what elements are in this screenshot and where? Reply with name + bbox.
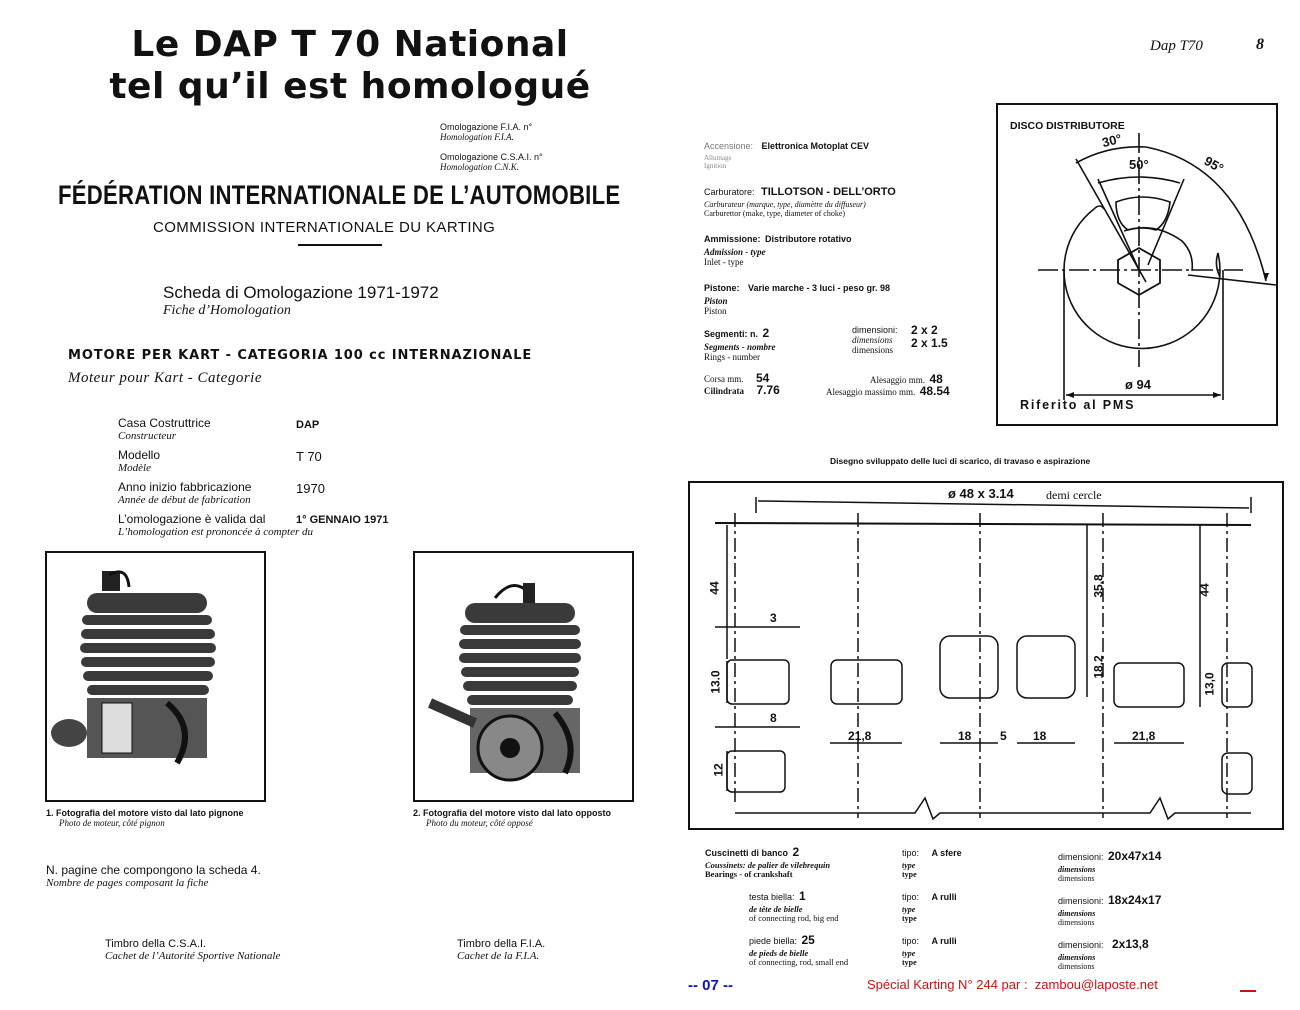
bearings-section [705, 843, 1285, 971]
headline-line-2: tel qu’il est homologué [109, 66, 591, 107]
field-translation: Modèle [118, 462, 151, 474]
type-value: A rulli [931, 892, 957, 902]
disc-distributor-diagram [996, 103, 1278, 426]
dim-line: dimensions [1058, 865, 1096, 874]
pages-note-translation: Nombre de pages composant la fiche [46, 877, 209, 889]
csai-homologation-translation: Homologation C.N.K. [440, 162, 520, 172]
dim-label: dimensioni: [1058, 940, 1104, 950]
handwritten-page: 8 [1256, 36, 1264, 53]
bearing-label: piede biella: [749, 936, 798, 946]
ports-title: Disegno sviluppato delle luci di scarico, di travaso e aspirazione [830, 456, 1091, 466]
field-constructor [118, 417, 438, 449]
dim-18-2: 18.2 [1091, 655, 1106, 679]
csai-homologation-label: Omologazione C.S.A.I. n° [440, 152, 543, 162]
type-label: tipo: [902, 936, 920, 946]
stamp-label: Timbro della C.S.A.I. [105, 938, 207, 950]
commission-title: COMMISSION INTERNATIONALE DU KARTING [153, 219, 496, 236]
disc-title: DISCO DISTRIBUTORE [1010, 120, 1125, 132]
photo-caption-text: 2. Fotografia del motore visto dal lato opposto [413, 808, 612, 818]
dim-18-a: 18 [958, 729, 972, 743]
category-translation: Moteur pour Kart - Categorie [68, 370, 262, 386]
footer-underline [1240, 990, 1256, 992]
spec-line: Piston [704, 306, 727, 316]
engine-fields [118, 417, 438, 545]
spec-label: Corsa mm. [704, 374, 744, 384]
dim-35-8: 35.8 [1091, 574, 1106, 598]
dim-8: 8 [770, 711, 777, 725]
spec-line: Piston [704, 296, 728, 306]
circumference-value: ø 48 x 3.14 [948, 486, 1014, 501]
spec-line: Segments - nombre [704, 342, 776, 352]
field-value: DAP [296, 419, 320, 431]
dim-3: 3 [770, 611, 777, 625]
handwritten-ref: Dap T70 [1150, 38, 1203, 54]
bearing-line: de tête de bielle [749, 904, 803, 914]
bearing-main-type [902, 843, 962, 879]
divider [298, 244, 382, 246]
spec-value: 2 [762, 326, 770, 340]
ring-dim-1: 2 x 2 [911, 323, 938, 337]
photo-caption-translation: Photo du moteur, côté opposé [426, 818, 533, 828]
field-label: Casa Costruttrice [118, 416, 211, 430]
spec-carburettor [704, 182, 994, 218]
spec-rings [704, 324, 994, 364]
type-line: type [902, 861, 916, 870]
bearing-big-end [749, 887, 838, 923]
spec-label: Alesaggio mm. [870, 375, 925, 385]
scheda-block [163, 283, 439, 319]
type-line: type [902, 870, 917, 879]
spec-line: Rings - number [704, 352, 760, 362]
spec-line: Inlet - type [704, 257, 744, 267]
dim-18-b: 18 [1033, 729, 1047, 743]
bearing-main-dims [1058, 847, 1161, 883]
spec-value: 7.76 [756, 383, 780, 397]
footer-credit: Spécial Karting N° 244 par : zambou@laposte.net [867, 977, 1158, 992]
spec-piston [704, 278, 994, 316]
spec-value: Distributore rotativo [764, 234, 852, 244]
ports-drawing [690, 483, 1284, 830]
photo-caption-text: 1. Fotografia del motore visto dal lato pignone [46, 808, 244, 818]
category-title: MOTORE PER KART - CATEGORIA 100 cc INTERNAZIONALE [68, 348, 533, 363]
bearing-count: 1 [798, 889, 806, 903]
bearing-big-end-type [902, 887, 957, 923]
bearing-big-end-dims [1058, 891, 1161, 927]
spec-label: Pistone: [704, 283, 740, 293]
spec-line: Ignition [704, 162, 727, 170]
dim-line: dimensions [1058, 918, 1095, 927]
dim-13-left: 13.0 [708, 670, 723, 694]
bearing-main [705, 843, 830, 879]
dim-44-right: 44 [1197, 583, 1212, 597]
photo-caption-1 [46, 808, 244, 828]
bearing-label: Cuscinetti di banco [705, 848, 789, 858]
type-line: type [902, 958, 917, 967]
dim-21-8-left: 21,8 [848, 729, 872, 743]
dim-21-8-right: 21,8 [1132, 729, 1156, 743]
spec-label: Accensione: [704, 141, 754, 151]
spec-max-bore [826, 382, 950, 400]
dim-line: dimensions [1058, 953, 1096, 962]
ports-diagram [688, 481, 1284, 830]
bearing-line: de pieds de bielle [749, 948, 809, 958]
engine-photo-opposite-side [415, 553, 632, 800]
spec-inlet [704, 229, 994, 267]
photo-frame-pinion-side [45, 551, 266, 802]
stamp-label: Timbro della F.I.A. [457, 938, 546, 950]
dim-value: 20x47x14 [1107, 849, 1162, 863]
photo-caption-translation: Photo de moteur, côté pignon [59, 818, 165, 828]
ring-dim-2: 2 x 1.5 [911, 336, 948, 350]
dim-line: dimensions [852, 335, 893, 345]
field-value: 1° GENNAIO 1971 [296, 514, 389, 526]
fia-homologation-label: Omologazione F.I.A. n° [440, 122, 533, 132]
spec-value: Varie marche - 3 luci - peso gr. 98 [747, 283, 891, 293]
bearing-label: testa biella: [749, 892, 795, 902]
spec-value: TILLOTSON - DELL’ORTO [760, 186, 896, 198]
field-label: L’omologazione è valida dal [118, 512, 266, 526]
bearing-line: Coussinets: de palier de vilebrequin [705, 860, 831, 870]
headline-line-1: Le DAP T 70 National [131, 24, 569, 65]
dim-13-right: 13,0 [1202, 672, 1217, 696]
spec-line: Carburateur (marque, type, diamètre du diffuseur) [704, 200, 866, 209]
pages-note-label: N. pagine che compongono la scheda 4. [46, 863, 261, 877]
angle-95: 95° [1201, 153, 1227, 176]
bearing-small-end [749, 931, 848, 967]
spec-label: Alesaggio massimo mm. [826, 387, 916, 397]
scheda-title: Scheda di Omologazione [163, 283, 353, 302]
bearing-count: 25 [801, 933, 815, 947]
dim-label: dimensioni: [1058, 852, 1104, 862]
spec-value: 48 [929, 372, 943, 386]
engine-photo-pinion-side [47, 553, 264, 800]
federation-title: FÉDÉRATION INTERNATIONALE DE L’AUTOMOBILE [58, 180, 621, 210]
type-label: tipo: [902, 892, 920, 902]
dim-line: dimensions [1058, 962, 1095, 971]
bearing-count: 2 [792, 845, 800, 859]
spec-ignition [704, 136, 994, 170]
bearing-small-end-dims [1058, 935, 1149, 971]
dim-line: dimensions [1058, 874, 1095, 883]
dim-12: 12 [711, 763, 726, 777]
dim-line: dimensions [1058, 909, 1096, 918]
homologation-refs [440, 122, 543, 172]
spec-label: Carburatore: [704, 187, 755, 197]
field-value: T 70 [296, 449, 322, 464]
field-translation: Constructeur [118, 430, 177, 442]
disc-reference: Riferito al PMS [1020, 398, 1136, 412]
dim-value: 18x24x17 [1107, 893, 1162, 907]
bearing-small-end-type [902, 931, 957, 967]
type-line: type [902, 949, 916, 958]
field-model [118, 449, 438, 481]
type-line: type [902, 914, 917, 923]
spec-displacement [704, 381, 780, 399]
type-value: A rulli [931, 936, 957, 946]
field-valid-from [118, 513, 438, 545]
field-translation: Année de début de fabrication [118, 494, 251, 506]
type-label: tipo: [902, 848, 920, 858]
spec-value: Elettronica Motoplat CEV [761, 141, 869, 151]
type-line: type [902, 905, 916, 914]
bearing-line: Bearings - of crankshaft [705, 869, 793, 879]
spec-line: Admission - type [704, 247, 766, 257]
angle-50: 50° [1129, 157, 1149, 172]
dim-44-left: 44 [707, 581, 722, 595]
fia-homologation-translation: Homologation F.I.A. [440, 132, 514, 142]
scheda-years: 1971-1972 [357, 283, 439, 302]
spec-value: 48.54 [919, 384, 950, 398]
rings-dimensions [852, 325, 898, 355]
headline [90, 24, 610, 108]
spec-label: Ammissione: [704, 234, 761, 244]
stamp-fia [457, 938, 545, 962]
disc-diameter: ø 94 [1125, 377, 1152, 392]
field-year [118, 481, 438, 513]
field-value: 1970 [296, 481, 325, 496]
photo-caption-2 [413, 808, 611, 828]
stamp-csai [105, 938, 280, 962]
field-label: Modello [118, 448, 161, 462]
spec-label: Segmenti: n. [704, 329, 759, 339]
dim-label: dimensioni: [1058, 896, 1104, 906]
dim-line: dimensions [852, 345, 894, 355]
spec-value: 54 [755, 371, 770, 385]
spec-label: Cilindrata [704, 386, 745, 396]
dim-5: 5 [1000, 729, 1007, 743]
angle-30: 30° [1100, 130, 1124, 151]
photo-frame-opposite-side [413, 551, 634, 802]
field-translation: L’homologation est prononcée à compter du [118, 526, 314, 538]
spec-line: Allumage [704, 154, 732, 162]
field-label: Anno inizio fabbricazione [118, 480, 252, 494]
circumference-note: demi cercle [1046, 488, 1102, 502]
stamp-translation: Cachet de l’Autorité Sportive Nationale [105, 950, 281, 962]
bearing-line: of connecting rod, big end [749, 913, 839, 923]
type-value: A sfere [931, 848, 962, 858]
scheda-translation: Fiche d’Homologation [163, 303, 291, 318]
page-number: -- 07 -- [688, 977, 733, 994]
spec-line: Carburettor (make, type, diameter of choke) [704, 209, 846, 218]
pages-note [46, 864, 261, 889]
dim-label: dimensioni: [852, 325, 898, 335]
stamp-translation: Cachet de la F.I.A. [457, 950, 540, 962]
dim-value: 2x13,8 [1111, 937, 1149, 951]
bearing-line: of connecting, rod, small end [749, 957, 849, 967]
